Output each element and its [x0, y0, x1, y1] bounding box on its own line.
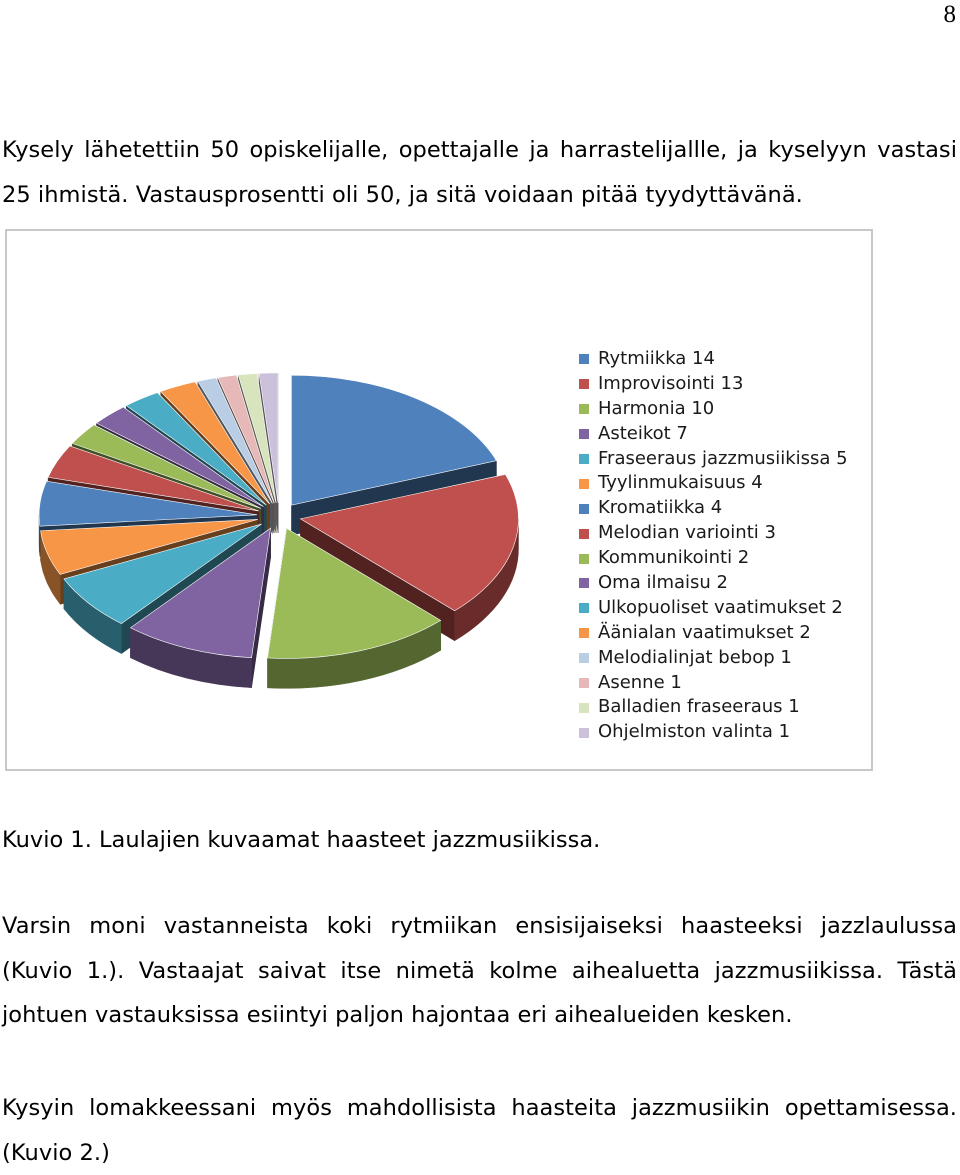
legend-item: [579, 571, 848, 596]
legend-label: Melodian variointi 3: [598, 522, 776, 544]
body-paragraph: Varsin moni vastanneista koki rytmiikan ensisijaiseksi haasteeksi jazzlaulussa (Kuvio 1.). Vastaajat saivat itse nimetä kolme aihealuetta jazzmusiikissa. Tästä johtuen vastauksissa esiintyi paljon hajontaa eri aihealueiden kesken.: [2, 913, 957, 1028]
legend-item: [579, 596, 848, 621]
last-paragraph: Kysyin lomakkeessani myös mahdollisista haasteita jazzmusiikin opettamisessa.(Kuvio 2.): [2, 1095, 957, 1166]
legend-label: Kromatiikka 4: [598, 497, 723, 519]
legend-item: [579, 447, 848, 472]
legend-label: Oma ilmaisu 2: [598, 572, 728, 594]
legend-label: Harmonia 10: [598, 397, 715, 419]
legend-swatch: [579, 379, 589, 389]
legend-label: Melodialinjat bebop 1: [598, 646, 792, 668]
legend-label: Asteikot 7: [598, 422, 688, 444]
legend-item: [579, 621, 848, 646]
legend-label: Balladien fraseeraus 1: [598, 696, 800, 718]
legend-swatch: [579, 678, 589, 688]
pie-chart: [5, 229, 873, 771]
legend-swatch: [579, 578, 589, 588]
legend-label: Tyylinmukaisuus 4: [598, 472, 763, 494]
intro-paragraph: Kysely lähetettiin 50 opiskelijalle, opettajalle ja harrastelijallle, ja kyselyyn vastasi 25 ihmistä. Vastausprosentti oli 50, ja sitä voidaan pitää tyydyttävänä.: [2, 137, 957, 208]
legend-item: [579, 372, 848, 397]
chart-legend: [579, 347, 848, 745]
legend-label: Ulkopuoliset vaatimukset 2: [598, 596, 843, 618]
legend-swatch: [579, 429, 589, 439]
legend-item: [579, 422, 848, 447]
legend-label: Improvisointi 13: [598, 372, 744, 394]
legend-swatch: [579, 479, 589, 489]
legend-label: Kommunikointi 2: [598, 547, 750, 569]
legend-swatch: [579, 354, 589, 364]
legend-swatch: [579, 404, 589, 414]
legend-swatch: [579, 603, 589, 613]
figure-caption: Kuvio 1. Laulajien kuvaamat haasteet jazzmusiikissa.: [2, 827, 601, 853]
legend-item: [579, 347, 848, 372]
legend-swatch: [579, 529, 589, 539]
legend-item: [579, 521, 848, 546]
legend-swatch: [579, 703, 589, 713]
legend-swatch: [579, 454, 589, 464]
legend-label: Asenne 1: [598, 671, 682, 693]
legend-label: Ohjelmiston valinta 1: [598, 721, 791, 743]
legend-label: Rytmiikka 14: [598, 348, 715, 369]
legend-item: [579, 720, 848, 745]
legend-item: [579, 471, 848, 496]
legend-swatch: [579, 728, 589, 738]
legend-item: [579, 397, 848, 422]
legend-label: Äänialan vaatimukset 2: [598, 621, 811, 643]
legend-swatch: [579, 628, 589, 638]
legend-label: Fraseeraus jazzmusiikissa 5: [598, 447, 848, 469]
legend-swatch: [579, 504, 589, 514]
legend-item: [579, 496, 848, 521]
page-number: 8: [943, 1, 956, 28]
legend-item: [579, 671, 848, 696]
legend-item: [579, 695, 848, 720]
legend-swatch: [579, 653, 589, 663]
legend-swatch: [579, 554, 589, 564]
legend-item: [579, 546, 848, 571]
legend-item: [579, 646, 848, 671]
